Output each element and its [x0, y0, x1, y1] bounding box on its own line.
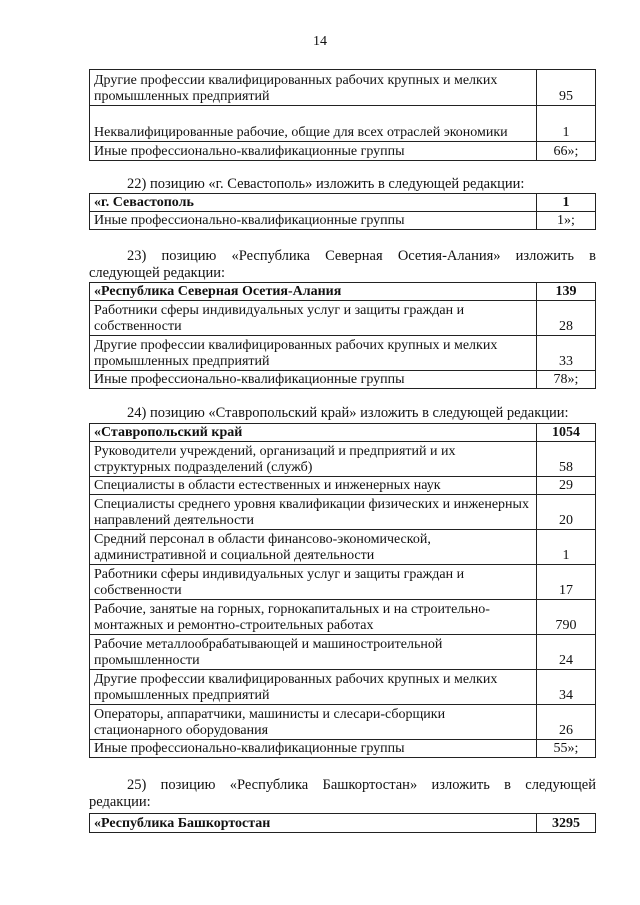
- table-row: [90, 530, 596, 565]
- region-name: «Республика Башкортостан: [90, 814, 537, 833]
- row-value: 26: [537, 705, 596, 740]
- stavropol-table: [89, 423, 596, 758]
- sevastopol-table: [89, 193, 596, 230]
- row-value: 24: [537, 635, 596, 670]
- row-label: Неквалифицированные рабочие, общие для всех отраслей экономики: [90, 106, 537, 142]
- region-name: «Республика Северная Осетия-Алания: [90, 283, 537, 301]
- row-label: Иные профессионально-квалификационные группы: [90, 212, 537, 230]
- table-row: [90, 670, 596, 705]
- row-label: Рабочие металлообрабатывающей и машиностроительной промышленности: [90, 635, 537, 670]
- row-value: 17: [537, 565, 596, 600]
- row-label: Специалисты в области естественных и инженерных наук: [90, 477, 537, 495]
- table-row: [90, 600, 596, 635]
- row-label: Другие профессии квалифицированных рабочих крупных и мелких промышленных предприятий: [90, 70, 537, 106]
- row-value: 20: [537, 495, 596, 530]
- region-total: 1054: [537, 424, 596, 442]
- row-value: 33: [537, 336, 596, 371]
- paragraph-23: 23) позицию «Республика Северная Осетия-Алания» изложить в следующей редакции:: [89, 248, 596, 281]
- paragraph-25: 25) позицию «Республика Башкортостан» изложить в следующей редакции:: [89, 777, 596, 810]
- continuation-table: [89, 69, 596, 161]
- row-label: Иные профессионально-квалификационные группы: [90, 740, 537, 758]
- row-label: Работники сферы индивидуальных услуг и защиты граждан и собственности: [90, 565, 537, 600]
- table-row: [90, 336, 596, 371]
- region-name: «г. Севастополь: [90, 194, 537, 212]
- row-label: Рабочие, занятые на горных, горнокапитальных и на строительно-монтажных и ремонтно-строительных работах: [90, 600, 537, 635]
- row-value: 1»;: [537, 212, 596, 230]
- row-label: Операторы, аппаратчики, машинисты и слесари-сборщики стационарного оборудования: [90, 705, 537, 740]
- table-header-row: [90, 194, 596, 212]
- region-total: 139: [537, 283, 596, 301]
- row-label: Специалисты среднего уровня квалификации физических и инженерных направлений деятельности: [90, 495, 537, 530]
- table-row: [90, 740, 596, 758]
- row-value: 1: [537, 530, 596, 565]
- row-value: 66»;: [537, 142, 596, 161]
- table-row: [90, 371, 596, 389]
- bashkortostan-table: [89, 813, 596, 833]
- region-total: 3295: [537, 814, 596, 833]
- row-label: Иные профессионально-квалификационные группы: [90, 371, 537, 389]
- table-row: [90, 212, 596, 230]
- table-row: [90, 142, 596, 161]
- row-value: 790: [537, 600, 596, 635]
- table-row: [90, 442, 596, 477]
- page-number: 14: [313, 34, 327, 49]
- row-label: Средний персонал в области финансово-экономической, административной и социальной деятельности: [90, 530, 537, 565]
- table-header-row: [90, 814, 596, 833]
- row-label: Руководители учреждений, организаций и предприятий и их структурных подразделений (служб): [90, 442, 537, 477]
- paragraph-24: 24) позицию «Ставропольский край» изложить в следующей редакции:: [127, 405, 569, 421]
- row-value: 78»;: [537, 371, 596, 389]
- row-label: Другие профессии квалифицированных рабочих крупных и мелких промышленных предприятий: [90, 670, 537, 705]
- table-header-row: [90, 424, 596, 442]
- row-value: 34: [537, 670, 596, 705]
- row-value: 95: [537, 70, 596, 106]
- row-label: Иные профессионально-квалификационные группы: [90, 142, 537, 161]
- table-row: [90, 635, 596, 670]
- table-row: [90, 495, 596, 530]
- region-name: «Ставропольский край: [90, 424, 537, 442]
- table-header-row: [90, 283, 596, 301]
- region-total: 1: [537, 194, 596, 212]
- paragraph-22: 22) позицию «г. Севастополь» изложить в следующей редакции:: [127, 176, 525, 192]
- table-row: [90, 301, 596, 336]
- table-row: [90, 705, 596, 740]
- row-value: 58: [537, 442, 596, 477]
- north-ossetia-table: [89, 282, 596, 389]
- row-value: 29: [537, 477, 596, 495]
- row-label: Другие профессии квалифицированных рабочих крупных и мелких промышленных предприятий: [90, 336, 537, 371]
- row-label: Работники сферы индивидуальных услуг и защиты граждан и собственности: [90, 301, 537, 336]
- row-value: 28: [537, 301, 596, 336]
- table-row: [90, 106, 596, 142]
- row-value: 55»;: [537, 740, 596, 758]
- table-row: [90, 70, 596, 106]
- table-row: [90, 477, 596, 495]
- row-value: 1: [537, 106, 596, 142]
- table-row: [90, 565, 596, 600]
